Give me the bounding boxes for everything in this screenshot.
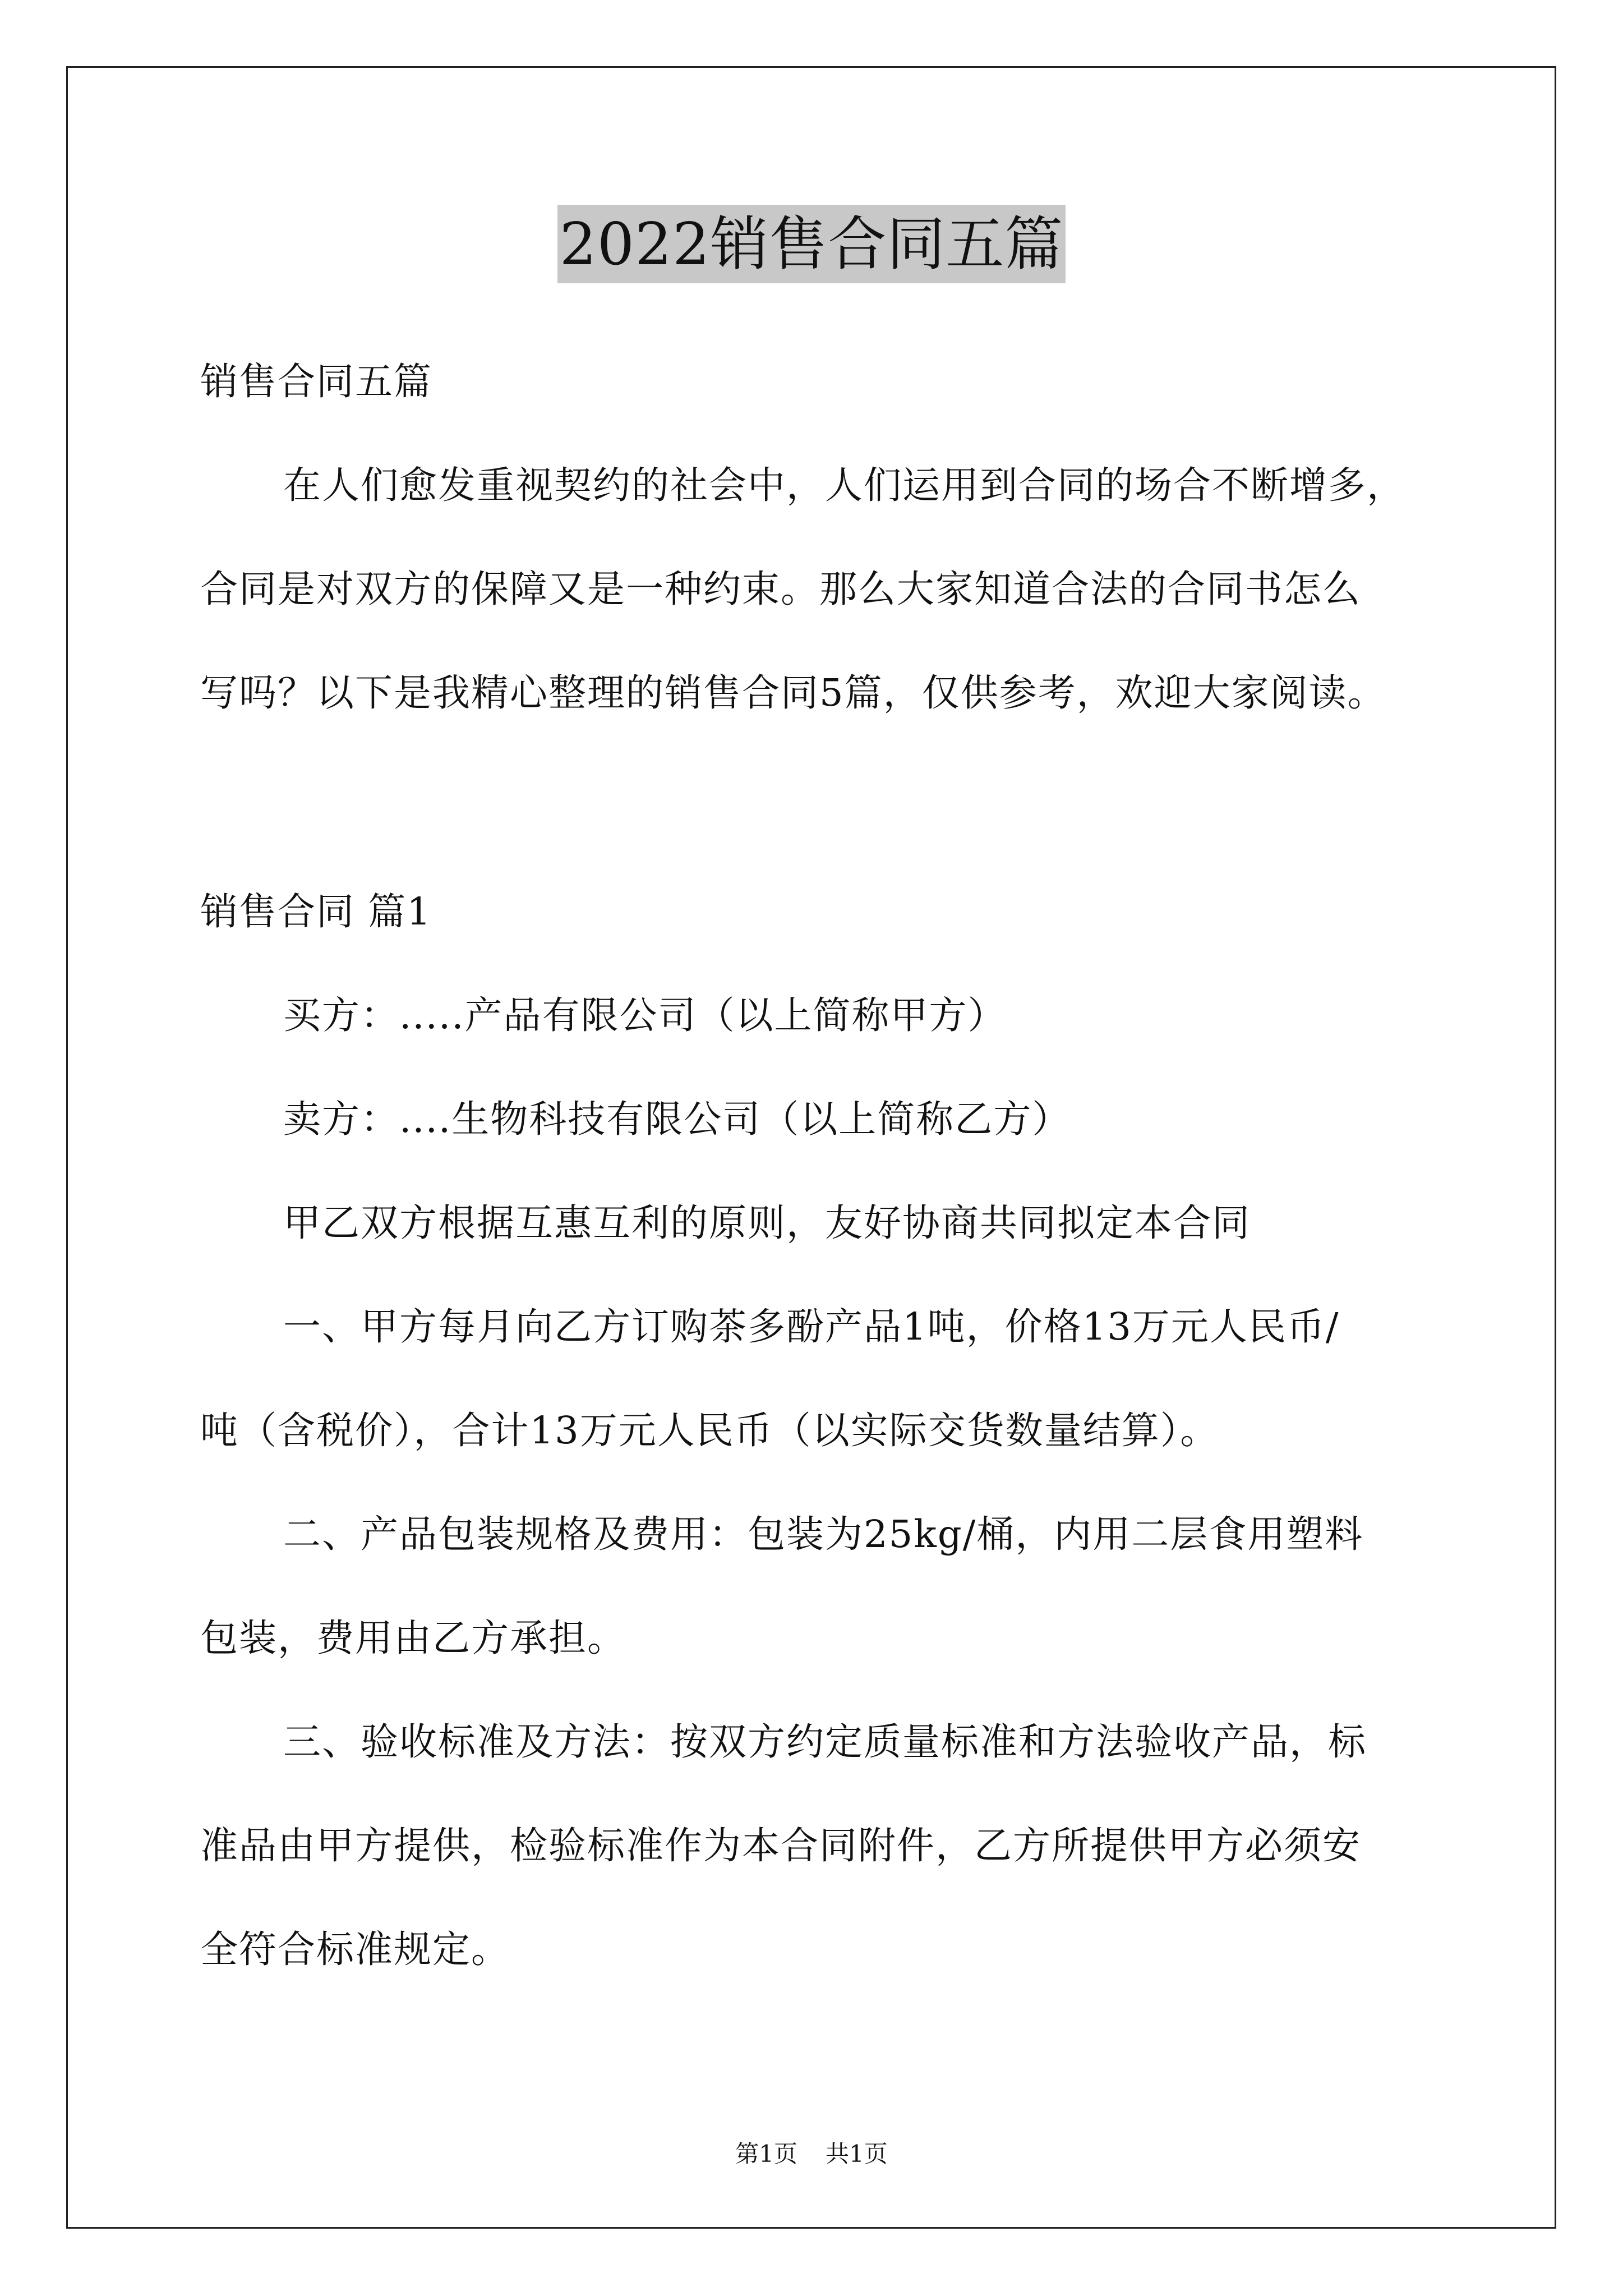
page-number-total: 共1页: [826, 2140, 888, 2168]
clause-line: 全符合标准规定。: [200, 1927, 510, 1971]
intro-paragraph-line: 写吗？以下是我精心整理的销售合同5篇，仅供参考，欢迎大家阅读。: [200, 671, 1386, 715]
title-container: [0, 205, 1623, 283]
intro-paragraph-line: 在人们愈发重视契约的社会中，人们运用到合同的场合不断增多，: [283, 463, 1405, 507]
clause-line: 三、验收标准及方法：按双方约定质量标准和方法验收产品，标: [283, 1720, 1367, 1764]
seller-line: 卖方：....生物科技有限公司（以上简称乙方）: [283, 1097, 1071, 1141]
clause-line: 一、甲方每月向乙方订购茶多酚产品1吨，价格13万元人民币/: [283, 1305, 1340, 1349]
contract-heading: 销售合同 篇1: [200, 890, 432, 933]
page-number-current: 第1页: [735, 2140, 797, 2168]
page-footer: [0, 2137, 1623, 2171]
buyer-line: 买方：.....产品有限公司（以上简称甲方）: [283, 993, 1007, 1037]
document-title: 2022销售合同五篇: [557, 205, 1066, 283]
clause-line: 准品由甲方提供，检验标准作为本合同附件，乙方所提供甲方必须安: [200, 1824, 1361, 1867]
clause-line: 二、产品包装规格及费用：包装为25kg/桶，内用二层食用塑料: [283, 1512, 1364, 1556]
preamble-line: 甲乙双方根据互惠互利的原则，友好协商共同拟定本合同: [283, 1201, 1251, 1245]
intro-paragraph-line: 合同是对双方的保障又是一种约束。那么大家知道合法的合同书怎么: [200, 567, 1361, 611]
clause-line: 吨（含税价），合计13万元人民币（以实际交货数量结算）。: [200, 1409, 1219, 1452]
section-heading: 销售合同五篇: [200, 360, 432, 403]
clause-line: 包装，费用由乙方承担。: [200, 1616, 626, 1660]
